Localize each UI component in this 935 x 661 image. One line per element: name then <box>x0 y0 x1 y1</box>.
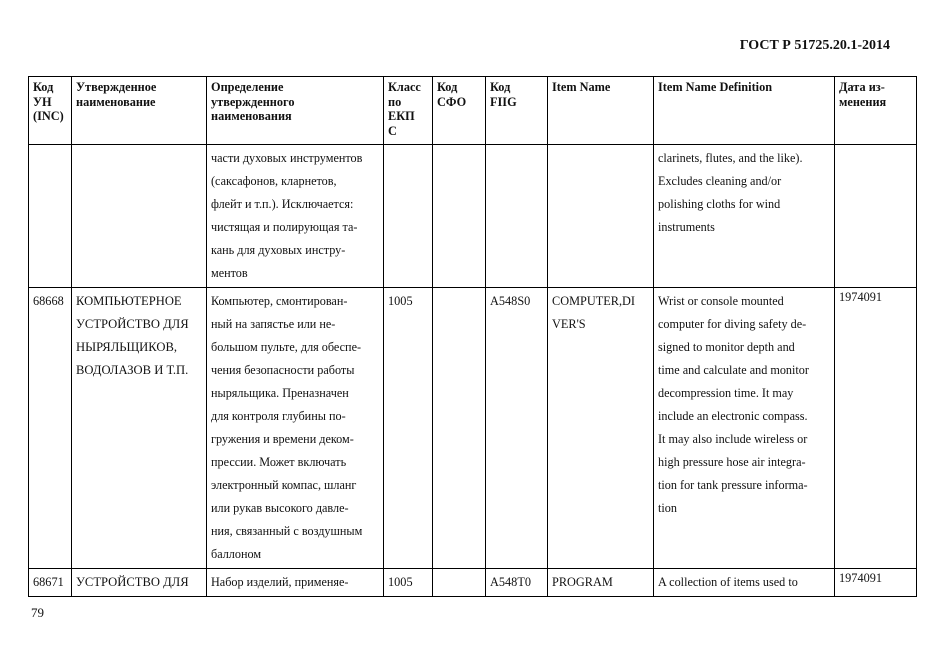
class-cell-value: 1005 <box>388 294 413 308</box>
class-cell-value: 1005 <box>388 575 413 589</box>
table-row <box>29 145 917 288</box>
col-header-fiig <box>486 77 548 145</box>
date-cell-value: 1974091 <box>839 571 883 585</box>
definition-ru-cell-line: ментов <box>211 266 248 280</box>
item-name-cell <box>548 145 654 288</box>
col-header-definition-ru <box>207 77 384 145</box>
inc-code-cell <box>29 569 72 597</box>
definition-ru-cell-line: чения безопасности работы <box>211 363 355 377</box>
fiig-cell <box>486 145 548 288</box>
col-header-item-name <box>548 77 654 145</box>
document-header: ГОСТ Р 51725.20.1-2014 <box>739 38 890 53</box>
classification-table <box>28 76 917 597</box>
approved-name-cell-line: НЫРЯЛЬЩИКОВ, <box>76 340 177 354</box>
approved-name-cell-line: КОМПЬЮТЕРНОЕ <box>76 294 182 308</box>
definition-ru-cell-line: прессии. Может включать <box>211 455 347 469</box>
col-header-line: Item Name Definition <box>658 80 773 94</box>
item-name-cell-line: COMPUTER,DI <box>552 294 636 308</box>
definition-ru-cell-line: флейт и т.п.). Исключается: <box>211 197 354 211</box>
inc-code-cell <box>29 145 72 288</box>
item-definition-cell-line: tion for tank pressure informa- <box>658 478 808 492</box>
item-definition-cell-line: Wrist or console mounted <box>658 294 784 308</box>
definition-ru-cell <box>207 288 384 569</box>
col-header-line: Дата из- <box>839 80 885 94</box>
definition-ru-cell-line: или рукав высокого давле- <box>211 501 349 515</box>
item-name-cell-line: VER'S <box>552 317 586 331</box>
class-cell <box>384 288 433 569</box>
inc-code-cell <box>29 288 72 569</box>
col-header-line: наименования <box>211 109 292 123</box>
inc-code-cell-value: 68671 <box>33 575 64 589</box>
definition-ru-cell-line: ный на запястье или не- <box>211 317 336 331</box>
item-definition-cell-line: decompression time. It may <box>658 386 794 400</box>
item-definition-cell-line: polishing cloths for wind <box>658 197 781 211</box>
col-header-line: Код <box>437 80 458 94</box>
item-definition-cell-line: It may also include wireless or <box>658 432 808 446</box>
col-header-line: СФО <box>437 94 467 109</box>
col-header-line: Класс <box>388 80 421 94</box>
table-header-row <box>29 77 917 145</box>
approved-name-cell-line: УСТРОЙСТВО ДЛЯ <box>76 575 189 589</box>
table-row <box>29 288 917 569</box>
approved-name-cell <box>72 145 207 288</box>
definition-ru-cell-line: части духовых инструментов <box>211 151 363 165</box>
definition-ru-cell-line: (саксафонов, кларнетов, <box>211 174 337 188</box>
definition-ru-cell-line: гружения и времени деком- <box>211 432 354 446</box>
date-cell <box>835 569 917 597</box>
class-cell <box>384 145 433 288</box>
col-header-date <box>835 77 917 145</box>
date-cell-value: 1974091 <box>839 290 883 304</box>
item-definition-cell-line: computer for diving safety de- <box>658 317 807 331</box>
approved-name-cell <box>72 569 207 597</box>
inc-code-cell-value: 68668 <box>33 294 64 308</box>
definition-ru-cell-line: баллоном <box>211 547 262 561</box>
definition-ru-cell-line: Компьютер, смонтирован- <box>211 294 348 308</box>
definition-ru-cell <box>207 569 384 597</box>
definition-ru-cell-line: ния, связанный с воздушным <box>211 524 363 538</box>
date-cell <box>835 288 917 569</box>
item-definition-cell-line: tion <box>658 501 677 515</box>
fiig-cell <box>486 569 548 597</box>
col-header-line: наименование <box>76 94 156 109</box>
item-definition-cell-line: high pressure hose air integra- <box>658 455 806 469</box>
item-definition-cell-line: clarinets, flutes, and the like). <box>658 151 803 165</box>
sfo-cell <box>433 145 486 288</box>
item-definition-cell-line: Excludes cleaning and/or <box>658 174 782 188</box>
item-definition-cell-line: instruments <box>658 220 715 234</box>
approved-name-cell-line: УСТРОЙСТВО ДЛЯ <box>76 317 189 331</box>
class-cell <box>384 569 433 597</box>
col-header-line: утвержденного <box>211 94 295 109</box>
item-definition-cell-line: A collection of items used to <box>658 575 798 589</box>
col-header-item-definition <box>654 77 835 145</box>
fiig-cell-value: A548T0 <box>490 575 531 589</box>
item-name-cell <box>548 569 654 597</box>
page-number: 79 <box>31 605 44 620</box>
definition-ru-cell-line: большом пульте, для обеспе- <box>211 340 362 354</box>
col-header-line: FIIG <box>490 94 517 109</box>
item-name-cell <box>548 288 654 569</box>
col-header-line: по <box>388 94 402 109</box>
fiig-cell <box>486 288 548 569</box>
col-header-line: С <box>388 123 397 138</box>
col-header-line: Код <box>490 80 511 94</box>
sfo-cell <box>433 288 486 569</box>
col-header-line: Определение <box>211 80 284 94</box>
col-header-line: Код <box>33 80 54 94</box>
item-definition-cell-line: time and calculate and monitor <box>658 363 809 377</box>
col-header-line: Утвержденное <box>76 80 157 94</box>
col-header-code-inc <box>29 77 72 145</box>
col-header-line: УН <box>33 94 52 109</box>
col-header-line: ЕКП <box>388 109 415 123</box>
fiig-cell-value: A548S0 <box>490 294 531 308</box>
col-header-name-ru <box>72 77 207 145</box>
col-header-line: (INC) <box>33 109 64 123</box>
definition-ru-cell <box>207 145 384 288</box>
col-header-line: менения <box>839 94 887 109</box>
item-definition-cell <box>654 288 835 569</box>
date-cell <box>835 145 917 288</box>
col-header-sfo <box>433 77 486 145</box>
definition-ru-cell-line: для контроля глубины по- <box>211 409 346 423</box>
item-name-cell-line: PROGRAM <box>552 575 613 589</box>
col-header-class <box>384 77 433 145</box>
definition-ru-cell-line: электронный компас, шланг <box>211 478 357 492</box>
item-definition-cell <box>654 569 835 597</box>
item-definition-cell-line: signed to monitor depth and <box>658 340 795 354</box>
definition-ru-cell-line: ныряльщика. Преназначен <box>211 386 349 400</box>
definition-ru-cell-line: чистящая и полирующая та- <box>211 220 358 234</box>
approved-name-cell <box>72 288 207 569</box>
definition-ru-cell-line: кань для духовых инстру- <box>211 243 346 257</box>
table-row <box>29 569 917 597</box>
col-header-line: Item Name <box>552 80 611 94</box>
sfo-cell <box>433 569 486 597</box>
definition-ru-cell-line: Набор изделий, применяе- <box>211 575 349 589</box>
item-definition-cell-line: include an electronic compass. <box>658 409 808 423</box>
item-definition-cell <box>654 145 835 288</box>
approved-name-cell-line: ВОДОЛАЗОВ И Т.П. <box>76 363 189 377</box>
